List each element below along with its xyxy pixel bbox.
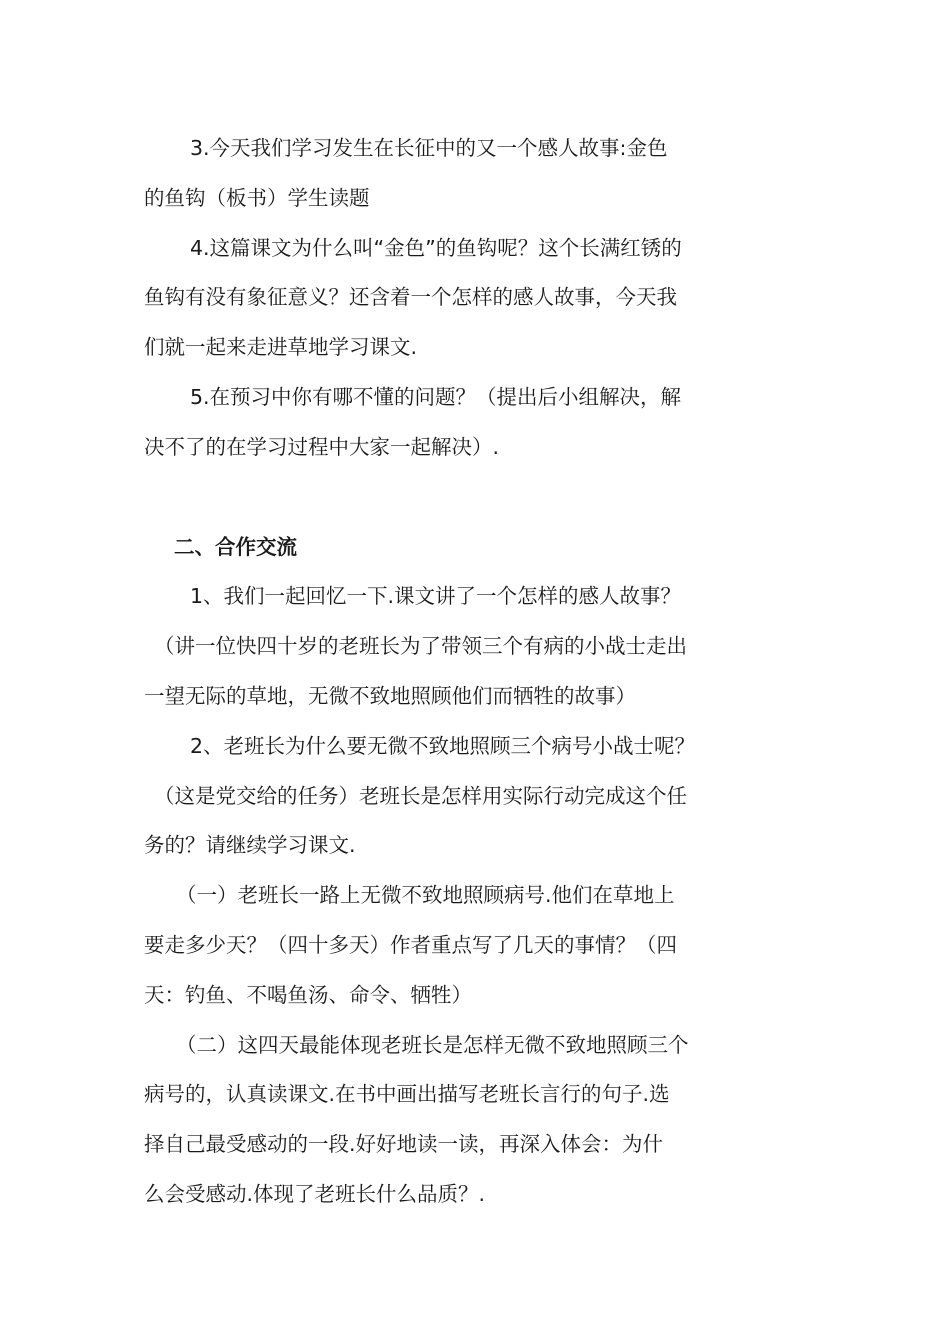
text-line: 1、我们一起回忆一下.课文讲了一个怎样的感人故事？ [190, 584, 682, 609]
spacer [144, 473, 744, 523]
text-line: 么会受感动.体现了老班长什么品质？. [144, 1181, 486, 1206]
paragraph-3 [144, 124, 744, 224]
text-line: 要走多少天？（四十多天）作者重点写了几天的事情？（四 [144, 932, 677, 957]
text-line: （这是党交给的任务）老班长是怎样用实际行动完成这个任 [154, 783, 687, 808]
text-line: （一）老班长一路上无微不致地照顾病号.他们在草地上 [176, 883, 675, 908]
text-line: 务的？请继续学习课文. [144, 833, 356, 858]
paragraph-5 [144, 373, 744, 473]
text-line: 天：钓鱼、不喝鱼汤、命令、牺牲） [144, 982, 472, 1007]
section-heading [144, 523, 744, 573]
paragraph-q2 [144, 722, 744, 871]
paragraph-4 [144, 224, 744, 373]
text-line: 决不了的在学习过程中大家一起解决）. [144, 434, 500, 459]
text-line: 一望无际的草地，无微不致地照顾他们而牺牲的故事） [144, 683, 636, 708]
text-line: 2、老班长为什么要无微不致地照顾三个病号小战士呢？ [190, 733, 696, 758]
text-line: （二）这四天最能体现老班长是怎样无微不致地照顾三个 [176, 1032, 689, 1057]
paragraph-part-1 [144, 871, 744, 1020]
text-line: 鱼钩有没有象征意义？还含着一个怎样的感人故事，今天我 [144, 285, 677, 310]
heading-text: 二、合作交流 [174, 534, 297, 559]
text-line: 病号的，认真读课文.在书中画出描写老班长言行的句子.选 [144, 1082, 670, 1107]
text-line: 3.今天我们学习发生在长征中的又一个感人故事:金色 [190, 136, 668, 160]
document-body [144, 124, 744, 1220]
text-line: 5.在预习中你有哪不懂的问题？（提出后小组解决，解 [190, 384, 682, 409]
text-line: （讲一位快四十岁的老班长为了带领三个有病的小战士走出 [154, 634, 687, 659]
text-line: 们就一起来走进草地学习课文. [144, 335, 418, 360]
text-line: 择自己最受感动的一段.好好地读一读，再深入体会：为什 [144, 1132, 664, 1157]
paragraph-part-2 [144, 1021, 744, 1220]
text-line: 4.这篇课文为什么叫“金色”的鱼钩呢？这个长满红锈的 [190, 235, 682, 260]
text-line: 的鱼钩（板书）学生读题 [144, 185, 370, 210]
paragraph-q1 [144, 572, 744, 721]
